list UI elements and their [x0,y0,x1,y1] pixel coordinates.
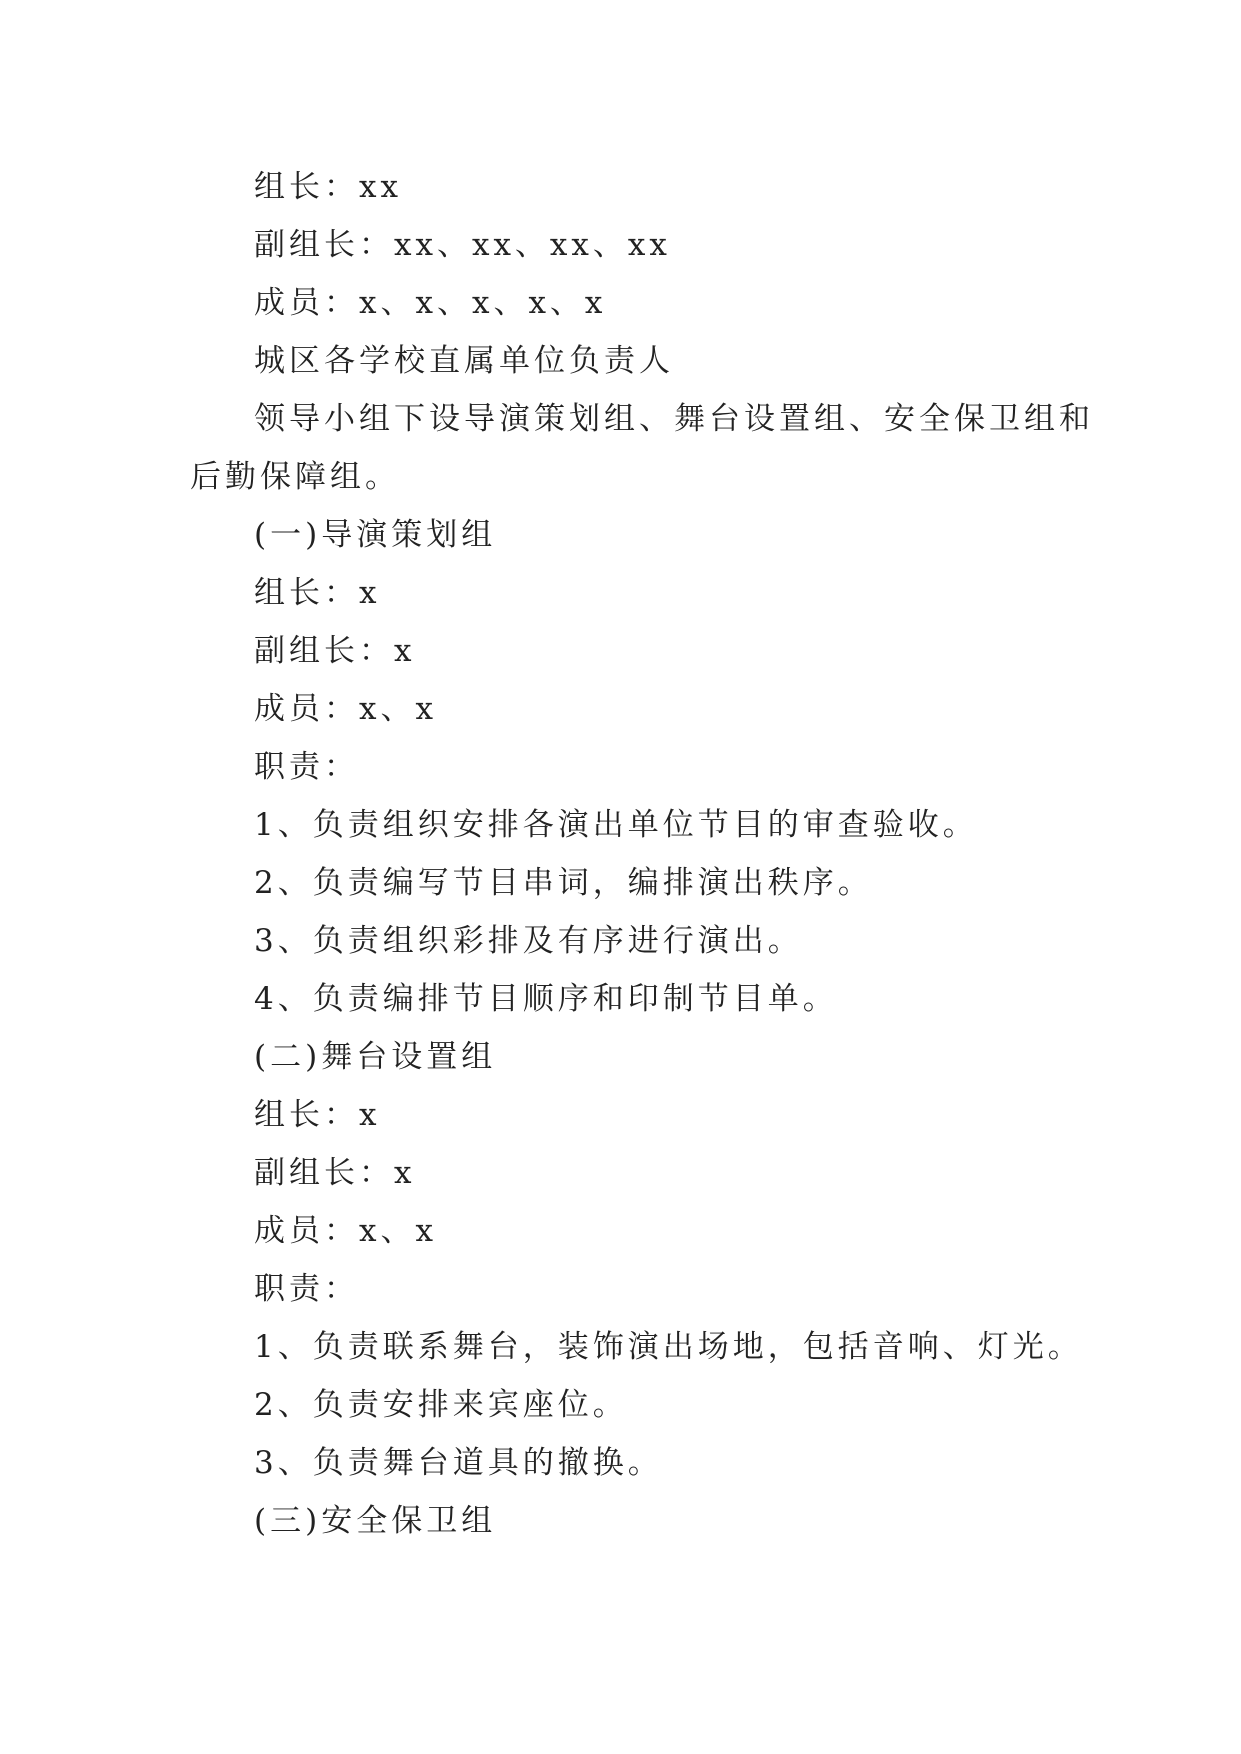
section-heading-directing: (一)导演策划组 [254,517,497,553]
deputy-leader-line: 副组长：xx、xx、xx、xx [254,227,671,263]
section-heading-stage: (二)舞台设置组 [254,1039,497,1075]
directing-duties-heading: 职责： [254,749,359,785]
paragraph-groups-line-1: 领导小组下设导演策划组、舞台设置组、安全保卫组和 [254,401,1094,437]
paragraph-groups-line-2: 后勤保障组。 [190,459,400,495]
directing-duty-2: 2、负责编写节目串词，编排演出秩序。 [254,865,873,901]
directing-duty-3: 3、负责组织彩排及有序进行演出。 [254,923,803,959]
directing-deputy-line: 副组长：x [254,633,416,669]
stage-members-line: 成员：x、x [254,1213,437,1249]
stage-duty-1: 1、负责联系舞台，装饰演出场地，包括音响、灯光。 [254,1329,1083,1365]
stage-duty-2: 2、负责安排来宾座位。 [254,1387,628,1423]
directing-duty-4: 4、负责编排节目顺序和印制节目单。 [254,981,838,1017]
directing-duty-1: 1、负责组织安排各演出单位节目的审查验收。 [254,807,978,843]
stage-deputy-line: 副组长：x [254,1155,416,1191]
directing-leader-line: 组长：x [254,575,381,611]
directing-members-line: 成员：x、x [254,691,437,727]
stage-duty-3: 3、负责舞台道具的撤换。 [254,1445,663,1481]
stage-leader-line: 组长：x [254,1097,381,1133]
responsible-persons-line: 城区各学校直属单位负责人 [254,343,674,379]
leader-line: 组长：xx [254,169,402,205]
stage-duties-heading: 职责： [254,1271,359,1307]
members-line: 成员：x、x、x、x、x [254,285,607,321]
section-heading-security: (三)安全保卫组 [254,1503,497,1539]
document-body [190,158,1094,1550]
